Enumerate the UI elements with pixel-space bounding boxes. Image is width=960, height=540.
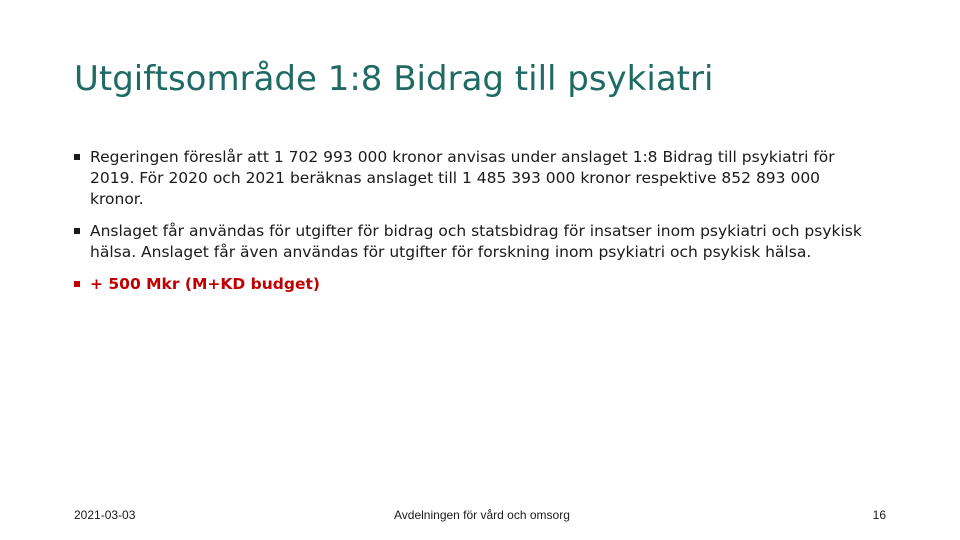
square-bullet-icon xyxy=(74,154,80,160)
square-bullet-icon xyxy=(74,228,80,234)
slide-title: Utgiftsområde 1:8 Bidrag till psykiatri xyxy=(74,59,714,99)
square-bullet-icon xyxy=(74,281,80,287)
bullet-text: Regeringen föreslår att 1 702 993 000 kronor anvisas under anslaget 1:8 Bidrag till psykiatri för 2019. För 2020 och 2021 beräknas anslaget till 1 485 393 000 kronor respektive 852 893 000 kronor. xyxy=(90,148,835,208)
footer-department: Avdelningen för vård och omsorg xyxy=(394,508,570,522)
bullet-text: + 500 Mkr (M+KD budget) xyxy=(90,275,321,293)
footer-date: 2021-03-03 xyxy=(74,508,136,522)
bullet-item-usage xyxy=(74,221,874,263)
bullet-list xyxy=(74,147,874,306)
footer-page-number: 16 xyxy=(872,508,886,522)
bullet-item-budget-proposal xyxy=(74,147,874,210)
bullet-text: Anslaget får användas för utgifter för bidrag och statsbidrag för insatser inom psykiatri och psykisk hälsa. Anslaget får även användas för utgifter för forskning inom psykiatri och psykisk hälsa. xyxy=(90,222,862,261)
bullet-item-budget-addition xyxy=(74,274,874,295)
